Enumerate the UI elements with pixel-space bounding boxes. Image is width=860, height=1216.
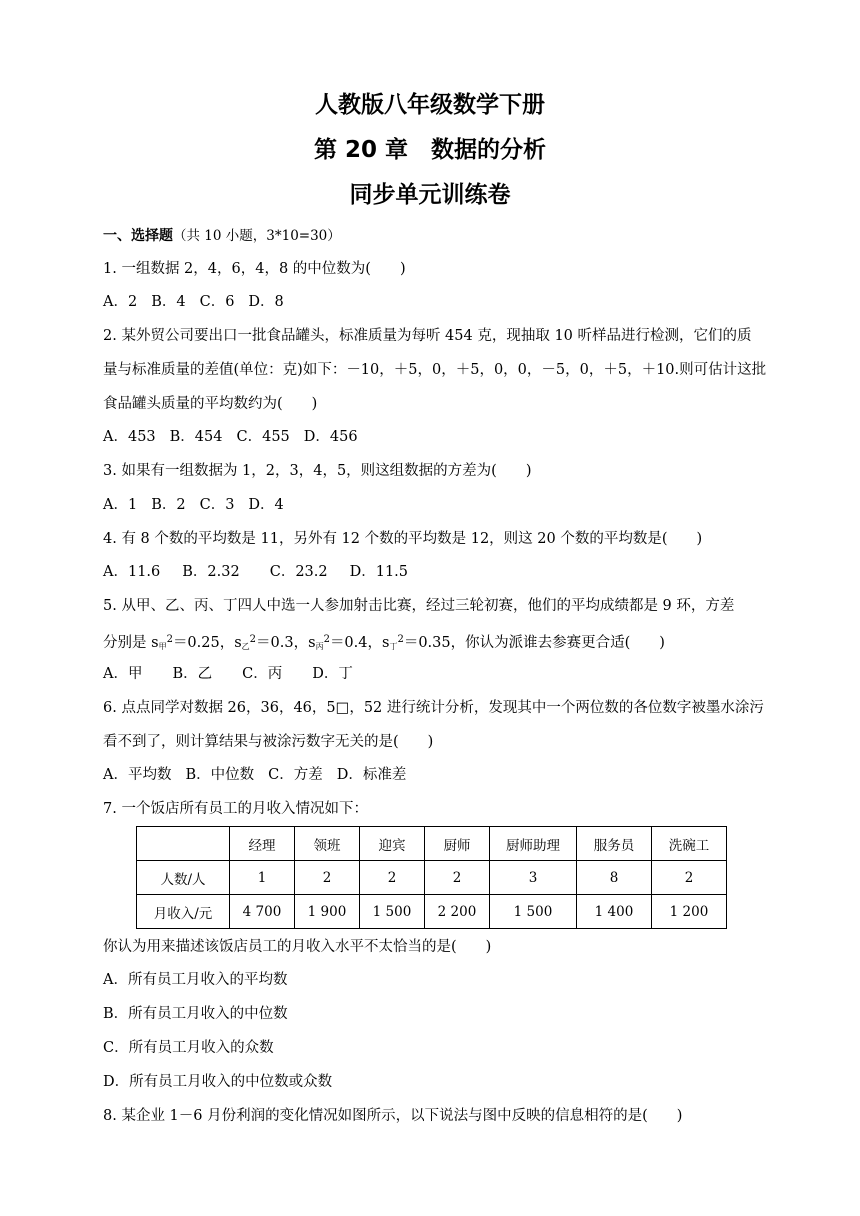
superscript-2: 2 (397, 634, 404, 645)
option-c: C．6 (199, 294, 235, 310)
option-a: A．2 (103, 294, 138, 310)
table-cell: 2 200 (425, 895, 490, 929)
income-table (136, 826, 727, 929)
table-header-cell: 厨师助理 (490, 827, 577, 861)
title-line-3: 同步单元训练卷 (349, 182, 511, 208)
option-b: B．中位数 (185, 767, 255, 783)
option-d: D．丁 (312, 666, 353, 682)
subscript-bing: 丙 (315, 642, 324, 651)
option-c: C．方差 (268, 767, 323, 783)
table-header-cell: 经理 (230, 827, 295, 861)
table-row (137, 861, 727, 895)
option-d: D．11.5 (349, 564, 409, 580)
option-d: D．标准差 (336, 767, 407, 783)
q5-text: 分别是 s (103, 635, 159, 651)
table-row (137, 895, 727, 929)
q5-stem-line-1: 5. 从甲、乙、丙、丁四人中选一人参加射击比赛，经过三轮初赛，他们的平均成绩都是 9 环，方差 (103, 598, 735, 614)
q5-options (103, 664, 367, 684)
section-heading (103, 226, 341, 246)
table-header-cell: 洗碗工 (652, 827, 727, 861)
table-cell: 月收入/元 (137, 895, 230, 929)
q7-option-c: C．所有员工月收入的众数 (103, 1040, 274, 1056)
q1-stem: 1. 一组数据 2，4，6，4，8 的中位数为( ) (103, 261, 406, 277)
option-a: A．11.6 (103, 564, 161, 580)
table-cell: 8 (577, 861, 652, 895)
table-cell: 3 (490, 861, 577, 895)
table-header-cell: 服务员 (577, 827, 652, 861)
q7-stem: 7. 一个饭店所有员工的月收入情况如下： (103, 801, 368, 817)
option-c: C．丙 (242, 666, 283, 682)
table-cell: 2 (360, 861, 425, 895)
superscript-2: 2 (323, 634, 330, 645)
table-cell: 1 200 (652, 895, 727, 929)
q5-stem-line-2 (103, 630, 665, 657)
table-header-cell: 迎宾 (360, 827, 425, 861)
table-cell: 4 700 (230, 895, 295, 929)
q2-stem-line: 2. 某外贸公司要出口一批食品罐头，标准质量为每听 454 克，现抽取 10 听样品进行检测，它们的质 (103, 328, 752, 344)
option-a: A．甲 (103, 666, 143, 682)
table-cell: 1 400 (577, 895, 652, 929)
q4-options (103, 562, 422, 582)
option-a: A．453 (103, 429, 156, 445)
table-cell: 1 500 (360, 895, 425, 929)
q6-stem-line: 看不到了，则计算结果与被涂污数字无关的是( ) (103, 734, 434, 750)
subscript-jia: 甲 (158, 642, 167, 651)
table-cell: 人数/人 (137, 861, 230, 895)
option-b: B．454 (169, 429, 223, 445)
table-header-cell: 厨师 (425, 827, 490, 861)
q7-option-d: D．所有员工月收入的中位数或众数 (103, 1074, 333, 1090)
option-d: D．8 (248, 294, 284, 310)
q8-stem: 8. 某企业 1－6 月份利润的变化情况如图所示，以下说法与图中反映的信息相符的是( ) (103, 1108, 683, 1124)
option-a: A．平均数 (103, 767, 172, 783)
table-cell: 1 500 (490, 895, 577, 929)
table-cell: 1 900 (295, 895, 360, 929)
table-header-cell: 领班 (295, 827, 360, 861)
option-c: C．3 (199, 497, 235, 513)
q1-options (103, 292, 298, 312)
table-cell: 1 (230, 861, 295, 895)
q7-option-b: B．所有员工月收入的中位数 (103, 1006, 288, 1022)
q3-options (103, 495, 298, 515)
table-cell (137, 827, 230, 861)
q7-option-a: A．所有员工月收入的平均数 (103, 972, 288, 988)
option-d: D．456 (303, 429, 358, 445)
section-note: （共 10 小题，3*10=30） (173, 228, 341, 244)
title-line-2: 第 20 章 数据的分析 (313, 137, 547, 163)
q5-text: ＝0.25，s (172, 635, 242, 651)
q2-stem-line: 量与标准质量的差值(单位：克)如下：－10，＋5，0，＋5，0，0，－5，0，＋5，＋10.则可估计这批 (103, 362, 767, 378)
q6-options (103, 765, 420, 785)
q6-stem-line: 6. 点点同学对数据 26，36，46，5□，52 进行统计分析，发现其中一个两位数的各位数字被墨水涂污 (103, 700, 764, 716)
table-cell: 2 (652, 861, 727, 895)
q3-stem: 3. 如果有一组数据为 1，2，3，4，5，则这组数据的方差为( ) (103, 463, 532, 479)
option-b: B．4 (151, 294, 186, 310)
q2-options (103, 427, 372, 447)
q7-after-table: 你认为用来描述该饭店员工的月收入水平不太恰当的是( ) (103, 939, 492, 955)
q4-stem: 4. 有 8 个数的平均数是 11，另外有 12 个数的平均数是 12，则这 20 个数的平均数是( ) (103, 531, 703, 547)
section-title: 一、选择题 (103, 228, 173, 244)
q2-stem-line: 食品罐头质量的平均数约为( ) (103, 396, 318, 412)
subscript-ding: 丁 (389, 642, 398, 651)
table-cell: 2 (425, 861, 490, 895)
option-a: A．1 (103, 497, 138, 513)
superscript-2: 2 (166, 634, 173, 645)
q5-text: ＝0.35，你认为派谁去参赛更合适( ) (403, 635, 665, 651)
q5-text: ＝0.3，s (256, 635, 316, 651)
superscript-2: 2 (249, 634, 257, 645)
option-b: B．2.32 (182, 564, 240, 580)
table-header-row (137, 827, 727, 861)
option-b: B．2 (151, 497, 186, 513)
option-c: C．455 (236, 429, 290, 445)
option-b: B．乙 (172, 666, 213, 682)
option-d: D．4 (248, 497, 284, 513)
option-c: C．23.2 (269, 564, 328, 580)
title-line-1: 人教版八年级数学下册 (315, 92, 545, 118)
q5-text: ＝0.4，s (329, 635, 390, 651)
subscript-yi: 乙 (241, 642, 250, 651)
table-cell: 2 (295, 861, 360, 895)
